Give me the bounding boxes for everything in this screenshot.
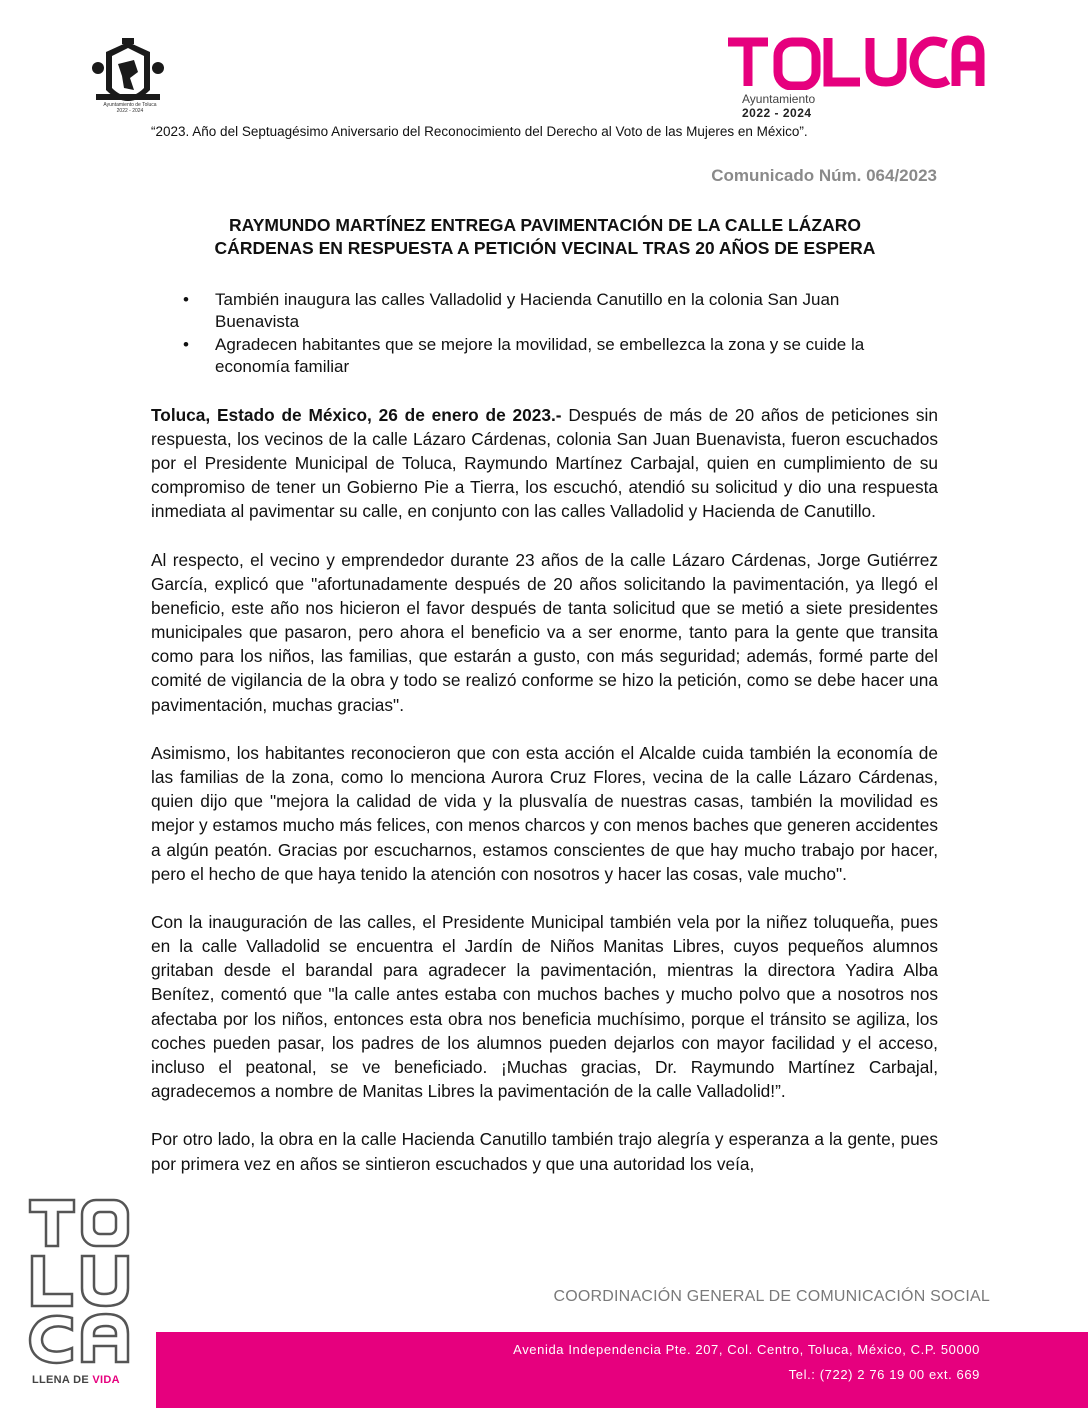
crest-caption-line1: Ayuntamiento de Toluca — [103, 102, 157, 108]
bullet-item: • Agradecen habitantes que se mejore la movilidad, se embellezca la zona y se cuide la economía familiar — [183, 334, 903, 377]
headline-line1: RAYMUNDO MARTÍNEZ ENTREGA PAVIMENTACIÓN DE LA CALLE LÁZARO — [229, 215, 861, 235]
side-tagline-part1: LLENA DE — [32, 1374, 93, 1386]
paragraph-1-text: Después de más de 20 años de peticiones sin respuesta, los vecinos de la calle Lázaro Cárdenas, colonia San Juan Buenavista, fueron escuchados por el Presidente Municipal de Toluca, Raymundo Martínez Carbajal, quien en cumplimiento de su compromiso de tener un Gobierno Pie a Tierra, los escuchó, atendió su solicitud y dio una respuesta inmediata al pavimentar su calle, en conjunto con las calles Valladolid y Hacienda de Canutillo. — [151, 405, 938, 522]
dateline: Toluca, Estado de México, 26 de enero de 2023.- — [151, 405, 562, 425]
side-tagline — [32, 1374, 120, 1386]
crest-caption — [84, 102, 176, 114]
brand-subtitle: Ayuntamiento — [742, 92, 816, 106]
footer-phone: Tel.: (722) 2 76 19 00 ext. 669 — [788, 1367, 980, 1382]
paragraph-1 — [151, 403, 938, 523]
year-motto: “2023. Año del Septuagésimo Aniversario del Reconocimiento del Derecho al Voto de las Mujeres en México”. — [151, 124, 808, 139]
brand-years: 2022 - 2024 — [742, 106, 812, 120]
crest-caption-line2: 2022 - 2024 — [116, 108, 144, 114]
side-tagline-part2: VIDA — [92, 1374, 120, 1386]
footer-address: Avenida Independencia Pte. 207, Col. Centro, Toluca, México, C.P. 50000 — [513, 1342, 980, 1357]
bullet-item: • También inaugura las calles Valladolid y Hacienda Canutillo en la colonia San Juan Buenavista — [183, 289, 903, 332]
toluca-side-logo — [26, 1194, 134, 1366]
summary-bullets — [183, 289, 903, 379]
paragraph-2: Al respecto, el vecino y emprendedor durante 23 años de la calle Lázaro Cárdenas, Jorge Gutiérrez García, explicó que "afortunadamente después de 20 años solicitando la pavimentación, ya llegó el beneficio, este año nos hicieron el favor después de tanta solicitud que se metió a siete presidentes municipales que pasaron, pero ahora el beneficio va a ser enorme, tanto para la gente que transita como para los niños, las familias, que estarán a gusto, con más seguridad; además, formé parte del comité de vigilancia de la obra y todo se realizó conforme se hizo la petición, como se debe hacer una pavimentación, muchas gracias". — [151, 549, 938, 715]
paragraph-4: Con la inauguración de las calles, el Presidente Municipal también vela por la niñez toluqueña, pues en la calle Valladolid se encuentra el Jardín de Niños Manitas Libres, cuyos pequeños alumnos gritaban desde el barandal para agradecer la pavimentación, mientras la directora Yadira Alba Benítez, comentó que "la calle antes estaba con muchos baches y mucho polvo que a nosotros nos afectaba por los niños, entonces esta obra nos beneficia muchísimo, porque el tránsito se agiliza, los coches pueden pasar, los padres de los alumnos pueden dejarlos con mayor facilidad y el acceso, incluso el peatonal, se ve beneficiado. ¡Muchas gracias, Dr. Raymundo Martínez Carbajal, agradecemos a nombre de Manitas Libres la pavimentación de la calle Valladolid!”. — [151, 912, 938, 1101]
paragraph-3: Asimismo, los habitantes reconocieron que con esta acción el Alcalde cuida también la economía de las familias de la zona, como lo menciona Aurora Cruz Flores, vecina de la calle Lázaro Cárdenas, quien dijo que "mejora la calidad de vida y la plusvalía de nuestras casas, también la movilidad es mejor y estamos mucho más felices, con menos charcos y con menos baches que generen accidentes a algún peatón. Gracias por escucharnos, estamos conscientes de que hay mucho trabajo por hacer, pero el hecho de que haya tenido la atención con nosotros y hacer las cosas, vale mucho". — [151, 743, 938, 884]
press-release-number: Comunicado Núm. 064/2023 — [711, 166, 937, 185]
toluca-brand-logo — [724, 34, 986, 90]
office-name: COORDINACIÓN GENERAL DE COMUNICACIÓN SOCIAL — [553, 1288, 990, 1305]
article-body — [151, 403, 938, 1200]
headline — [150, 214, 940, 260]
headline-line2: CÁRDENAS EN RESPUESTA A PETICIÓN VECINAL TRAS 20 AÑOS DE ESPERA — [214, 238, 876, 258]
paragraph-5: Por otro lado, la obra en la calle Hacienda Canutillo también trajo alegría y esperanza a la gente, pues por primera vez en años se sintieron escuchados y que una autoridad los veía, — [151, 1129, 938, 1174]
